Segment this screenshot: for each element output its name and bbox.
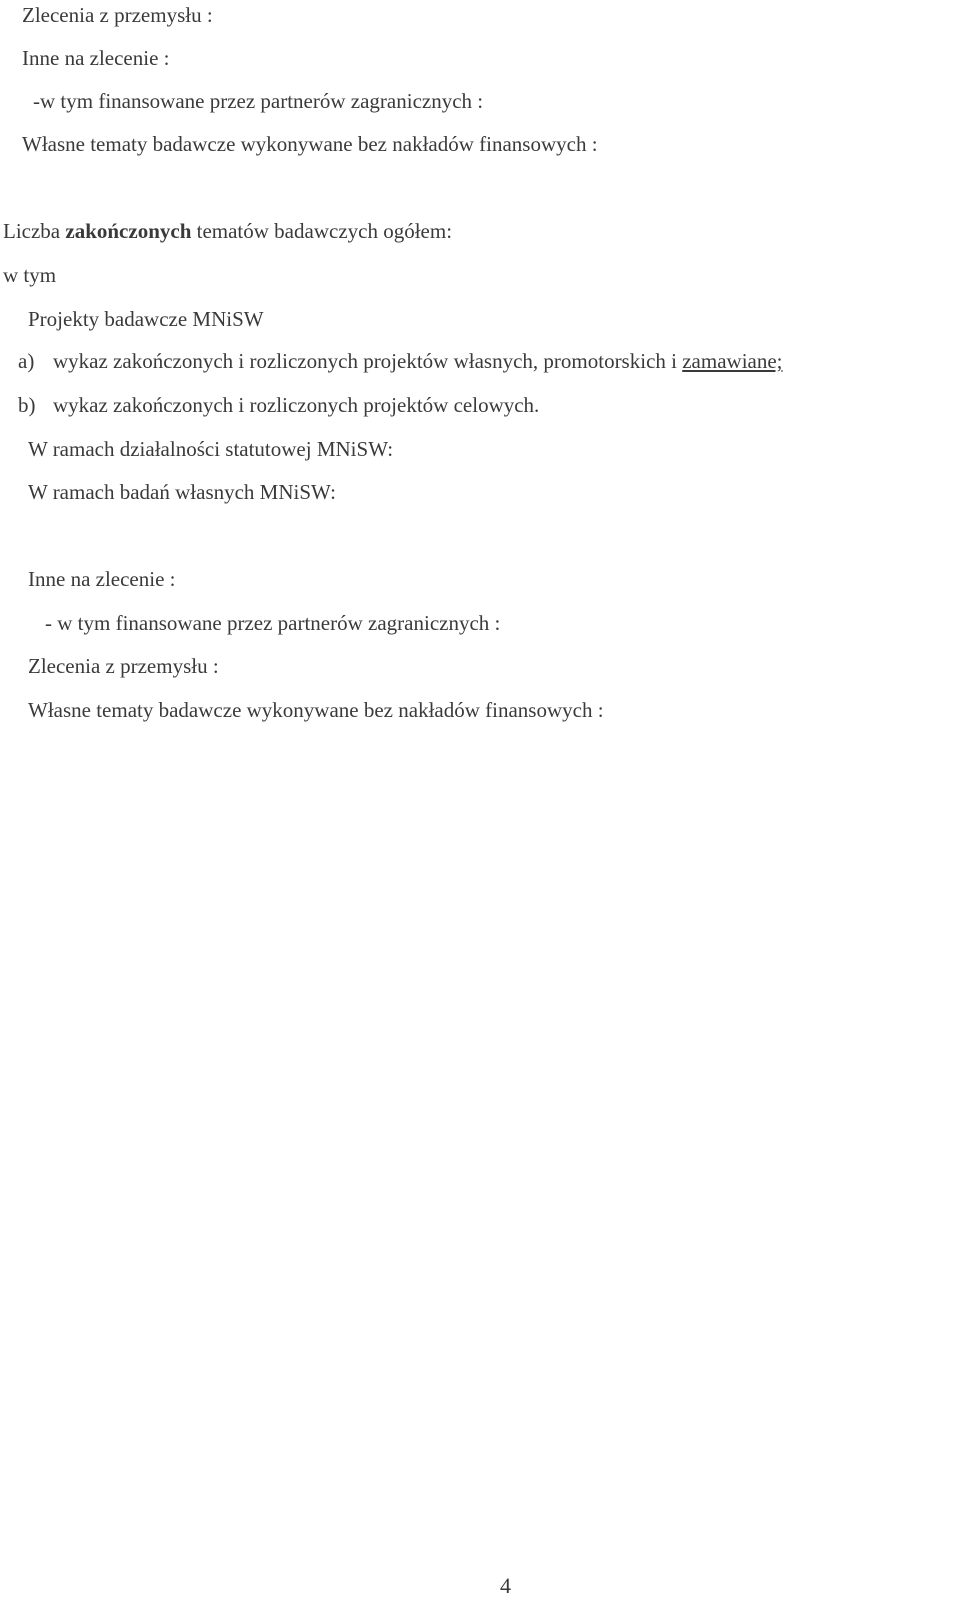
completed-topics-heading — [3, 218, 452, 244]
other-orders-line-2: Inne na zlecenie : — [28, 567, 176, 591]
foreign-partners-line: -w tym finansowane przez partnerów zagranicznych : — [33, 89, 484, 113]
other-orders-line: Inne na zlecenie : — [22, 46, 170, 70]
list-item-b-text: wykaz zakończonych i rozliczonych projektów celowych. — [53, 393, 540, 417]
list-item-b — [18, 392, 539, 418]
list-item-a-underlined: zamawiane; — [682, 349, 783, 373]
completed-suffix: tematów badawczych ogółem: — [191, 219, 453, 243]
page-number: 4 — [500, 1573, 511, 1598]
own-topics-line: Własne tematy badawcze wykonywane bez nakładów finansowych : — [22, 132, 598, 156]
projects-heading: Projekty badawcze MNiSW — [28, 307, 264, 331]
list-marker-b: b) — [18, 393, 36, 417]
statutory-line: W ramach działalności statutowej MNiSW: — [28, 437, 394, 461]
foreign-partners-line-2: - w tym finansowane przez partnerów zagranicznych : — [45, 611, 501, 635]
industry-orders-line-2: Zlecenia z przemysłu : — [28, 654, 219, 678]
own-research-line: W ramach badań własnych MNiSW: — [28, 480, 336, 504]
list-item-a — [18, 348, 783, 374]
list-marker-a: a) — [18, 349, 35, 373]
industry-orders-line: Zlecenia z przemysłu : — [22, 3, 213, 27]
completed-bold-word: zakończonych — [65, 219, 192, 243]
completed-prefix: Liczba — [3, 219, 66, 243]
list-item-a-text: wykaz zakończonych i rozliczonych projektów własnych, promotorskich i — [53, 349, 683, 373]
w-tym-label: w tym — [3, 263, 57, 287]
own-topics-line-2: Własne tematy badawcze wykonywane bez nakładów finansowych : — [28, 698, 604, 722]
